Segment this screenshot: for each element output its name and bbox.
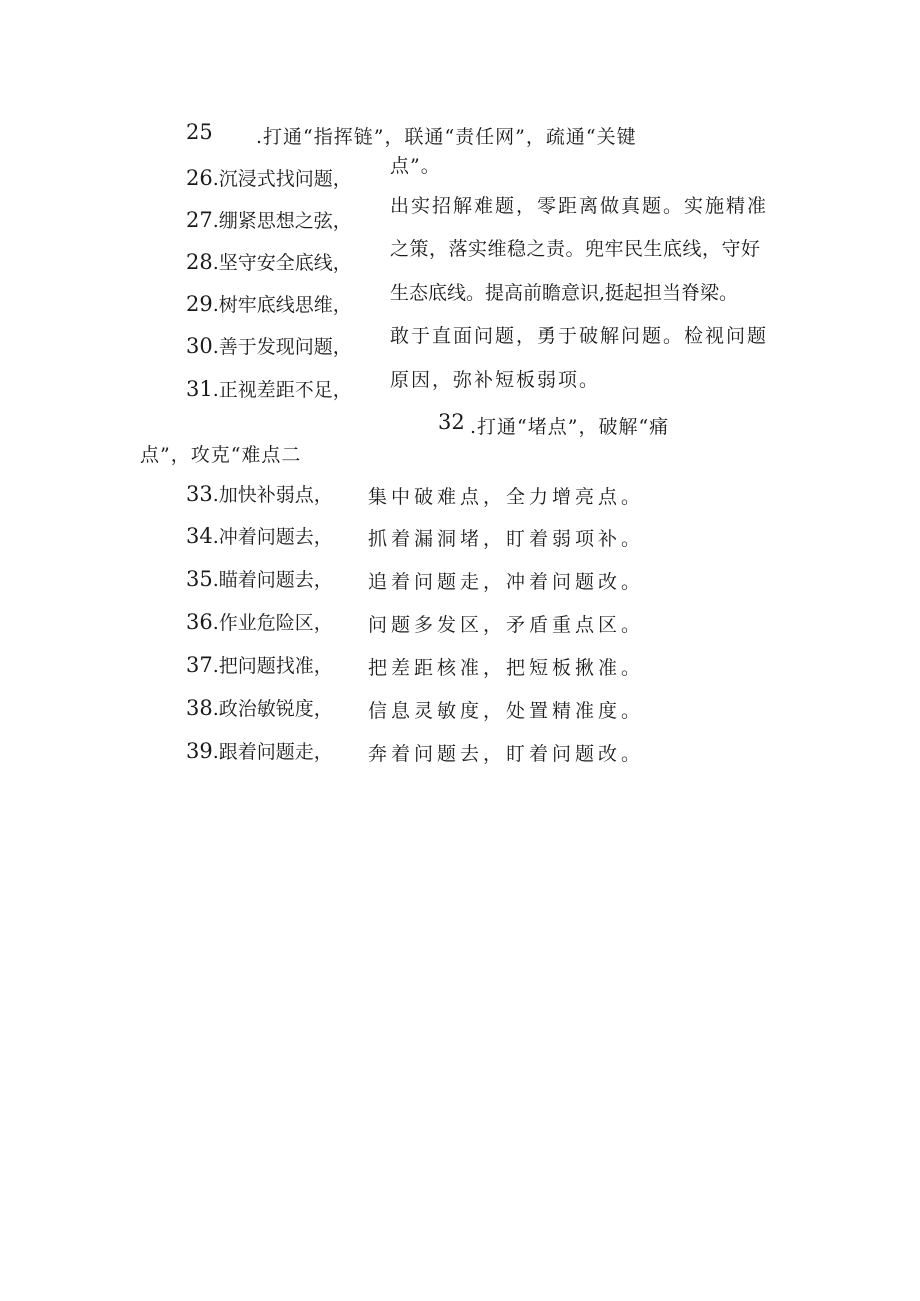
list-item [186,164,352,191]
item-number: 33 [186,482,213,506]
list-item [186,522,333,549]
item-25-text: .打通“指挥链”，联通“责任网”，疏通“关键 [256,126,637,148]
item-number: 26 [186,166,213,190]
list-item [186,694,333,721]
item-text-b: 问题多发区，矛盾重点区。 [368,614,645,636]
item-number: 38 [186,696,213,720]
item-text: .政治敏锐度， [212,698,333,720]
item-32 [438,410,465,434]
item-text-b: 把差距核准，把短板揪准。 [368,657,645,679]
item-text: .跟着问题走， [212,741,333,763]
item-text-b: 集中破难点，全力增亮点。 [368,486,645,508]
item-number: 28 [186,250,213,274]
list-item [186,332,352,359]
text-line: 之策，落实维稳之责。兜牢民生底线，守好 [390,238,761,260]
list-item [186,375,352,402]
item-number: 36 [186,610,213,634]
list-item [186,290,352,317]
list-item [186,248,352,275]
item-text: .瞄着问题去， [212,569,333,591]
item-25-continuation: 点”。 [390,155,441,177]
text-line: 原因，弥补短板弱项。 [390,369,601,391]
item-32-text: .打通“堵点”，破解“痛 [470,416,670,438]
list-item [186,608,333,635]
item-number: 29 [186,292,213,316]
item-number: 31 [186,377,213,401]
list-item [186,480,333,507]
item-text: .树牢底线思维， [212,294,352,316]
item-text: .正视差距不足， [212,379,352,401]
item-text-b: 追着问题走，冲着问题改。 [368,571,645,593]
text-line: 敢于直面问题，勇于破解问题。检视问题 [390,325,769,347]
item-text-b: 抓着漏洞堵，盯着弱项补。 [368,528,645,550]
item-number: 37 [186,653,213,677]
item-text: .冲着问题去， [212,526,333,548]
item-text: .善于发现问题， [212,336,352,358]
item-number: 27 [186,208,213,232]
list-item [186,651,333,678]
item-number: 32 [438,410,465,434]
item-25 [186,120,213,144]
item-text: .绷紧思想之弦， [212,210,352,232]
item-number: 25 [186,120,213,144]
item-number: 39 [186,739,213,763]
text-line: 生态底线。提高前瞻意识,挺起担当脊梁。 [390,282,739,304]
item-32-continuation: 点”，攻克“难点二 [140,444,302,466]
item-number: 34 [186,524,213,548]
item-text: .把问题找准， [212,655,333,677]
list-item [186,737,333,764]
item-text-b: 奔着问题去，盯着问题改。 [368,743,645,765]
item-text: .加快补弱点， [212,484,333,506]
item-text-b: 信息灵敏度，处置精准度。 [368,700,645,722]
item-text: .作业危险区， [212,612,333,634]
list-item [186,565,333,592]
item-text: .坚守安全底线， [212,252,352,274]
item-text: .沉浸式找问题， [212,168,352,190]
item-number: 30 [186,334,213,358]
item-number: 35 [186,567,213,591]
list-item [186,206,352,233]
text-line: 出实招解难题，零距离做真题。实施精准 [390,195,769,217]
